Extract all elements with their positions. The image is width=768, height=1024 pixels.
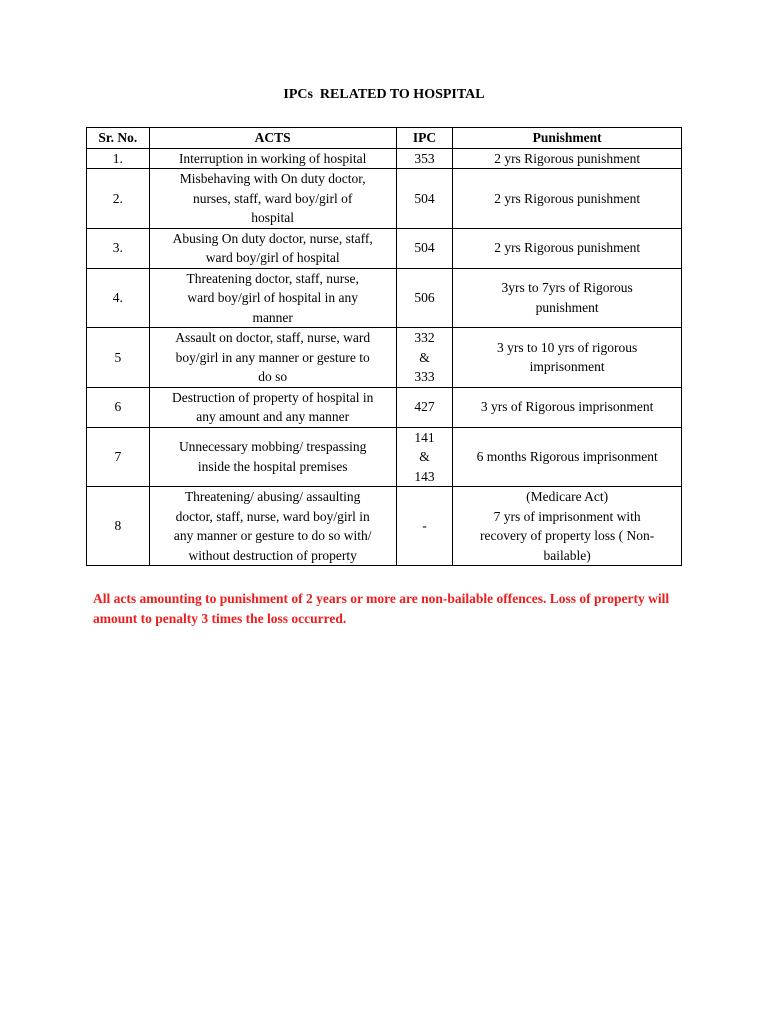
table-header xyxy=(87,128,682,149)
cell-act: Threatening/ abusing/ assaulting doctor, staff, nurse, ward boy/girl in any manner or gesture to do so with/ without destruction of property xyxy=(149,487,396,566)
cell-act: Unnecessary mobbing/ trespassing inside the hospital premises xyxy=(149,427,396,487)
cell-sr-no: 1. xyxy=(87,148,150,169)
table-body xyxy=(87,148,682,566)
cell-punishment: 2 yrs Rigorous punishment xyxy=(453,228,682,268)
cell-sr-no: 2. xyxy=(87,169,150,229)
table-header-row xyxy=(87,128,682,149)
cell-sr-no: 5 xyxy=(87,328,150,388)
cell-sr-no: 3. xyxy=(87,228,150,268)
table-row xyxy=(87,328,682,388)
cell-ipc: 332 & 333 xyxy=(396,328,453,388)
cell-punishment: (Medicare Act) 7 yrs of imprisonment with recovery of property loss ( Non- bailable) xyxy=(453,487,682,566)
cell-ipc: - xyxy=(396,487,453,566)
table-row xyxy=(87,427,682,487)
cell-ipc: 504 xyxy=(396,169,453,229)
ipc-table xyxy=(86,127,682,566)
cell-punishment: 3yrs to 7yrs of Rigorous punishment xyxy=(453,268,682,328)
cell-act: Abusing On duty doctor, nurse, staff, ward boy/girl of hospital xyxy=(149,228,396,268)
header-punishment: Punishment xyxy=(453,128,682,149)
table-row xyxy=(87,487,682,566)
cell-ipc: 427 xyxy=(396,387,453,427)
table-row xyxy=(87,148,682,169)
cell-ipc: 141 & 143 xyxy=(396,427,453,487)
cell-act: Interruption in working of hospital xyxy=(149,148,396,169)
header-ipc: IPC xyxy=(396,128,453,149)
page-title: IPCs RELATED TO HOSPITAL xyxy=(283,87,485,102)
cell-sr-no: 8 xyxy=(87,487,150,566)
cell-act: Misbehaving with On duty doctor, nurses, staff, ward boy/girl of hospital xyxy=(149,169,396,229)
table-row xyxy=(87,169,682,229)
cell-sr-no: 4. xyxy=(87,268,150,328)
cell-punishment: 2 yrs Rigorous punishment xyxy=(453,169,682,229)
cell-punishment: 6 months Rigorous imprisonment xyxy=(453,427,682,487)
table-row xyxy=(87,387,682,427)
cell-act: Destruction of property of hospital in any amount and any manner xyxy=(149,387,396,427)
cell-sr-no: 7 xyxy=(87,427,150,487)
cell-ipc: 506 xyxy=(396,268,453,328)
table-row xyxy=(87,268,682,328)
footer-note: All acts amounting to punishment of 2 years or more are non-bailable offences. Loss of property will amount to penalty 3 times the loss occurred. xyxy=(93,591,670,626)
header-acts: ACTS xyxy=(149,128,396,149)
cell-punishment: 3 yrs of Rigorous imprisonment xyxy=(453,387,682,427)
cell-punishment: 2 yrs Rigorous punishment xyxy=(453,148,682,169)
header-sr-no: Sr. No. xyxy=(87,128,150,149)
cell-ipc: 353 xyxy=(396,148,453,169)
cell-punishment: 3 yrs to 10 yrs of rigorous imprisonment xyxy=(453,328,682,388)
table-row xyxy=(87,228,682,268)
cell-sr-no: 6 xyxy=(87,387,150,427)
cell-act: Assault on doctor, staff, nurse, ward boy/girl in any manner or gesture to do so xyxy=(149,328,396,388)
cell-ipc: 504 xyxy=(396,228,453,268)
cell-act: Threatening doctor, staff, nurse, ward boy/girl of hospital in any manner xyxy=(149,268,396,328)
